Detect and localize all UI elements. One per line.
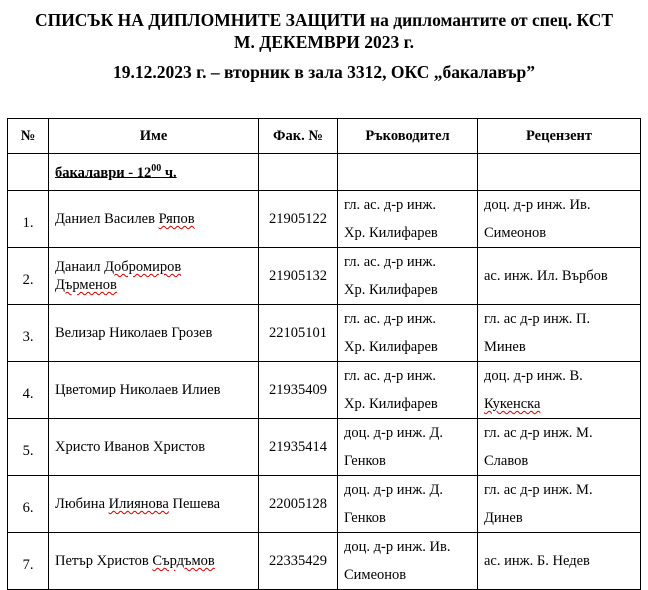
faculty-number: 21935414: [259, 419, 338, 476]
document-title-line-1: СПИСЪК НА ДИПЛОМНИТЕ ЗАЩИТИ на дипломантите от спец. КСТ: [34, 10, 614, 30]
reviewer: гл. ас д-р инж. П. Минев: [478, 305, 641, 362]
section-cell-empty: [338, 154, 478, 191]
supervisor: гл. ас. д-р инж. Хр. Килифарев: [338, 305, 478, 362]
defenses-table: [7, 118, 641, 590]
column-header-faculty-number: Фак. №: [259, 119, 338, 154]
supervisor: доц. д-р инж. Д. Генков: [338, 476, 478, 533]
supervisor: гл. ас. д-р инж. Хр. Килифарев: [338, 191, 478, 248]
section-row: [8, 154, 641, 191]
table-row: [8, 248, 641, 305]
section-cell-number: [8, 154, 49, 191]
column-header-name: Име: [49, 119, 259, 154]
reviewer: доц. д-р инж. В. Кукенска: [478, 362, 641, 419]
faculty-number: 22335429: [259, 533, 338, 590]
student-name: Христо Иванов Христов: [49, 419, 259, 476]
table-row: [8, 419, 641, 476]
section-cell-empty: [259, 154, 338, 191]
student-name: Цветомир Николаев Илиев: [49, 362, 259, 419]
row-number: 5.: [8, 419, 49, 476]
document-title-line-2: М. ДЕКЕМВРИ 2023 г.: [234, 32, 414, 52]
reviewer: ас. инж. Ил. Върбов: [478, 248, 641, 305]
student-name: Даниел Василев Ряпов: [49, 191, 259, 248]
faculty-number: 22105101: [259, 305, 338, 362]
reviewer: ас. инж. Б. Недев: [478, 533, 641, 590]
column-header-reviewer: Рецензент: [478, 119, 641, 154]
row-number: 3.: [8, 305, 49, 362]
supervisor: гл. ас. д-р инж. Хр. Килифарев: [338, 362, 478, 419]
student-name: Велизар Николаев Грозев: [49, 305, 259, 362]
student-name: Данаил Добромиров Дърменов: [49, 248, 259, 305]
faculty-number: 21935409: [259, 362, 338, 419]
document-subtitle-date-room: 19.12.2023 г. – вторник в зала 3312, ОКС „бакалавър”: [112, 62, 536, 82]
row-number: 1.: [8, 191, 49, 248]
column-header-number: №: [8, 119, 49, 154]
faculty-number: 21905132: [259, 248, 338, 305]
table-row: [8, 533, 641, 590]
spellcheck-word: Ряпов: [158, 211, 195, 227]
reviewer: гл. ас д-р инж. М. Динев: [478, 476, 641, 533]
row-number: 2.: [8, 248, 49, 305]
section-cell-empty: [478, 154, 641, 191]
student-name: Петър Христов Сърдъмов: [49, 533, 259, 590]
table-header-row: [8, 119, 641, 154]
table-row: [8, 191, 641, 248]
table-row: [8, 362, 641, 419]
row-number: 6.: [8, 476, 49, 533]
column-header-supervisor: Ръководител: [338, 119, 478, 154]
section-label: бакалаври - $12^{00}$ ч.: [55, 162, 177, 181]
row-number: 4.: [8, 362, 49, 419]
faculty-number: 22005128: [259, 476, 338, 533]
spellcheck-word: Сърдъмов: [152, 553, 215, 569]
reviewer: гл. ас д-р инж. М. Славов: [478, 419, 641, 476]
supervisor: доц. д-р инж. Д. Генков: [338, 419, 478, 476]
faculty-number: 21905122: [259, 191, 338, 248]
supervisor: доц. д-р инж. Ив. Симеонов: [338, 533, 478, 590]
spellcheck-word: Илиянова: [108, 496, 169, 512]
supervisor: гл. ас. д-р инж. Хр. Килифарев: [338, 248, 478, 305]
section-cell-label: [49, 154, 259, 191]
spellcheck-word: Добромиров: [104, 259, 182, 275]
student-name: Любина Илиянова Пешева: [49, 476, 259, 533]
row-number: 7.: [8, 533, 49, 590]
table-row: [8, 305, 641, 362]
reviewer: доц. д-р инж. Ив. Симеонов: [478, 191, 641, 248]
table-row: [8, 476, 641, 533]
